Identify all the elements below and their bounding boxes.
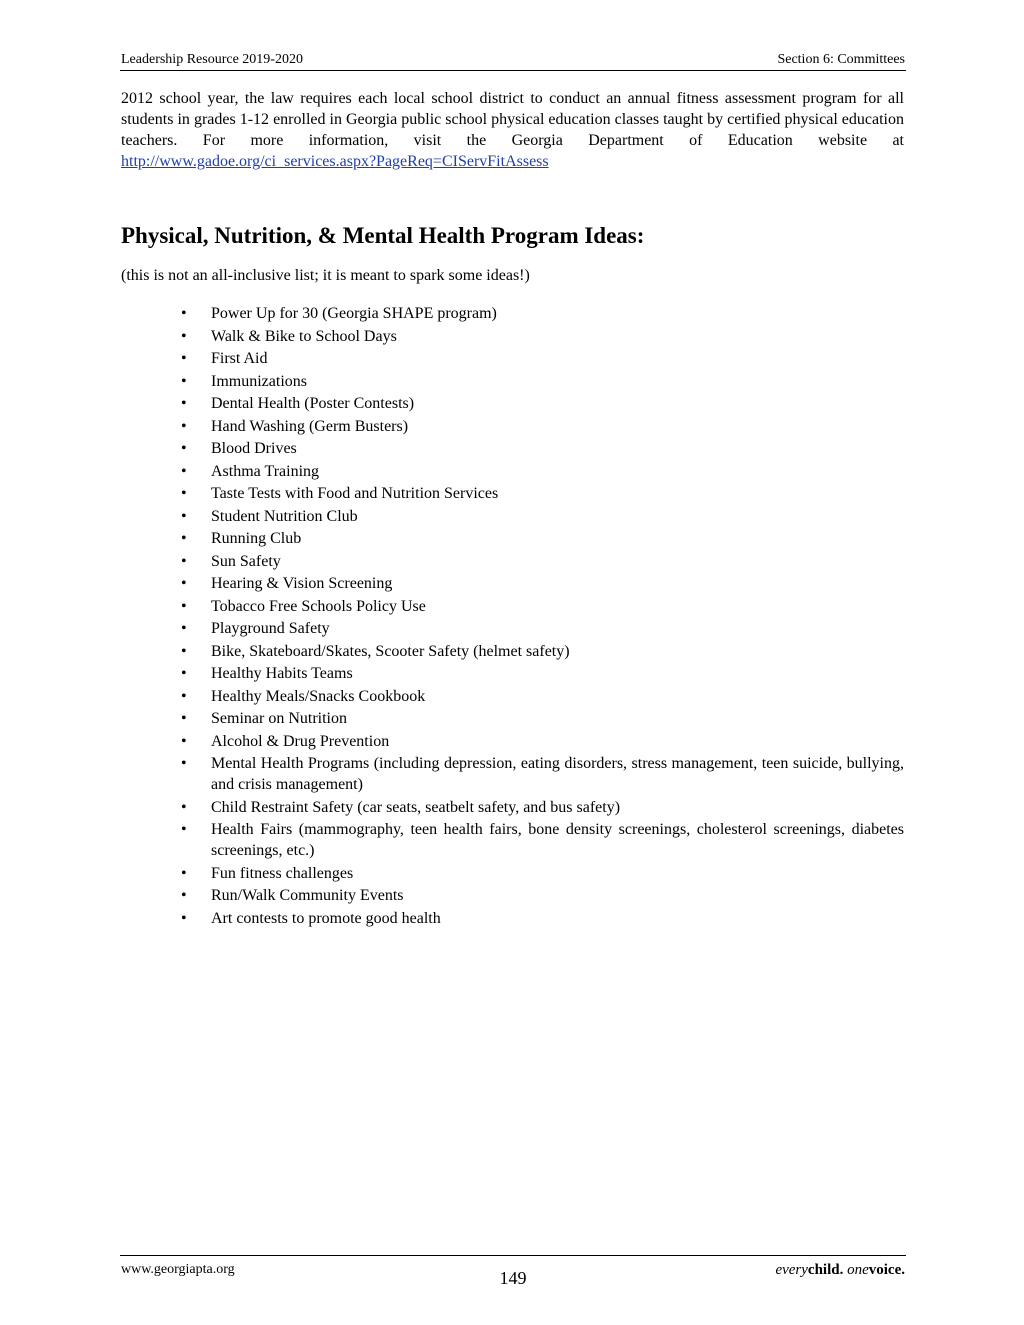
bullet-icon: • [181, 755, 187, 772]
list-item [181, 528, 904, 551]
bullet-icon: • [181, 732, 187, 750]
list-item-text: Immunizations [211, 372, 307, 390]
program-ideas-list [181, 303, 904, 930]
list-item [181, 416, 904, 439]
list-item-text: Hand Washing (Germ Busters) [211, 417, 409, 435]
list-item-text: Healthy Meals/Snacks Cookbook [211, 687, 426, 705]
bullet-icon: • [181, 552, 187, 570]
list-item-text: Run/Walk Community Events [211, 887, 404, 904]
bullet-icon: • [181, 620, 187, 637]
list-item [181, 326, 904, 349]
bullet-icon: • [181, 710, 187, 727]
list-item-text: Mental Health Programs (including depression, eating disorders, stress management, teen suicide, bullying, and crisis management) [211, 755, 904, 793]
list-item-text: Dental Health (Poster Contests) [211, 395, 415, 412]
bullet-icon: • [181, 327, 187, 345]
header-section: Section 6: Committees [777, 52, 905, 67]
bullet-icon: • [181, 575, 187, 592]
list-item-text: Tobacco Free Schools Policy Use [211, 597, 426, 615]
list-item-text: First Aid [211, 350, 268, 367]
list-item [181, 641, 904, 664]
list-item-text: Fun fitness challenges [211, 864, 354, 882]
slogan-child: child. [807, 1262, 848, 1278]
list-item [181, 348, 904, 371]
list-item-text: Taste Tests with Food and Nutrition Services [211, 485, 499, 502]
bullet-icon: • [181, 597, 187, 615]
bullet-icon: • [181, 864, 187, 882]
section-note: (this is not an all-inclusive list; it is meant to spark some ideas!) [121, 267, 530, 284]
list-item-text: Hearing & Vision Screening [211, 575, 393, 592]
list-item [181, 819, 904, 863]
bullet-icon: • [181, 530, 187, 547]
footer-website: www.georgiapta.org [121, 1262, 235, 1277]
gadoe-link[interactable]: http://www.gadoe.org/ci_services.aspx?PageReq=CIServFitAssess [121, 153, 549, 170]
bullet-icon: • [181, 372, 187, 390]
list-item [181, 797, 904, 820]
list-item [181, 303, 904, 326]
bullet-icon: • [181, 462, 187, 480]
list-item-text: Asthma Training [211, 462, 320, 480]
list-item-text: Healthy Habits Teams [211, 665, 353, 682]
slogan-one: one [847, 1262, 869, 1278]
list-item [181, 731, 904, 754]
list-item [181, 753, 904, 797]
list-item [181, 663, 904, 686]
list-item [181, 596, 904, 619]
bullet-icon: • [181, 485, 187, 502]
list-item [181, 618, 904, 641]
list-item [181, 908, 904, 931]
list-item-text: Health Fairs (mammography, teen health fairs, bone density screenings, cholesterol screenings, diabetes screenings, etc.) [211, 821, 904, 859]
list-item [181, 506, 904, 529]
bullet-icon: • [181, 687, 187, 705]
bullet-icon: • [181, 440, 187, 457]
list-item [181, 885, 904, 908]
bullet-icon: • [181, 642, 187, 660]
bullet-icon: • [181, 821, 187, 838]
list-item-text: Student Nutrition Club [211, 507, 358, 525]
list-item-text: Child Restraint Safety (car seats, seatbelt safety, and bus safety) [211, 798, 621, 816]
list-item-text: Art contests to promote good health [211, 909, 441, 927]
bullet-icon: • [181, 417, 187, 435]
list-item [181, 573, 904, 596]
list-item [181, 686, 904, 709]
page-number: 149 [499, 1268, 527, 1288]
list-item-text: Playground Safety [211, 620, 330, 637]
list-item-text: Bike, Skateboard/Skates, Scooter Safety (helmet safety) [211, 642, 570, 660]
page-header [120, 50, 906, 71]
list-item [181, 551, 904, 574]
bullet-icon: • [181, 909, 187, 927]
list-item-text: Walk & Bike to School Days [211, 327, 397, 345]
page-footer [120, 1255, 906, 1296]
intro-text: 2012 school year, the law requires each local school district to conduct an annual fitness assessment program for all students in grades 1-12 enrolled in Georgia public school physical education classes taught by certified physical education teachers. For more information, visit the Georgia Department of Education website at [121, 90, 904, 149]
slogan-voice: voice. [868, 1262, 905, 1278]
list-item-text: Power Up for 30 (Georgia SHAPE program) [211, 305, 497, 322]
list-item [181, 708, 904, 731]
list-item-text: Alcohol & Drug Prevention [211, 732, 390, 750]
list-item-text: Seminar on Nutrition [211, 710, 347, 727]
intro-paragraph [121, 88, 904, 172]
list-item [181, 438, 904, 461]
bullet-icon: • [181, 887, 187, 904]
section-heading: Physical, Nutrition, & Mental Health Program Ideas: [121, 223, 645, 248]
list-item-text: Blood Drives [211, 440, 297, 457]
list-item-text: Sun Safety [211, 552, 281, 570]
bullet-icon: • [181, 798, 187, 816]
list-item [181, 483, 904, 506]
list-item-text: Running Club [211, 530, 302, 547]
footer-slogan [775, 1262, 905, 1279]
header-title: Leadership Resource 2019-2020 [121, 52, 303, 67]
bullet-icon: • [181, 665, 187, 682]
list-item [181, 371, 904, 394]
bullet-icon: • [181, 305, 187, 322]
bullet-icon: • [181, 350, 187, 367]
slogan-every: every [775, 1262, 808, 1278]
list-item [181, 393, 904, 416]
list-item [181, 461, 904, 484]
bullet-icon: • [181, 395, 187, 412]
bullet-icon: • [181, 507, 187, 525]
list-item [181, 863, 904, 886]
